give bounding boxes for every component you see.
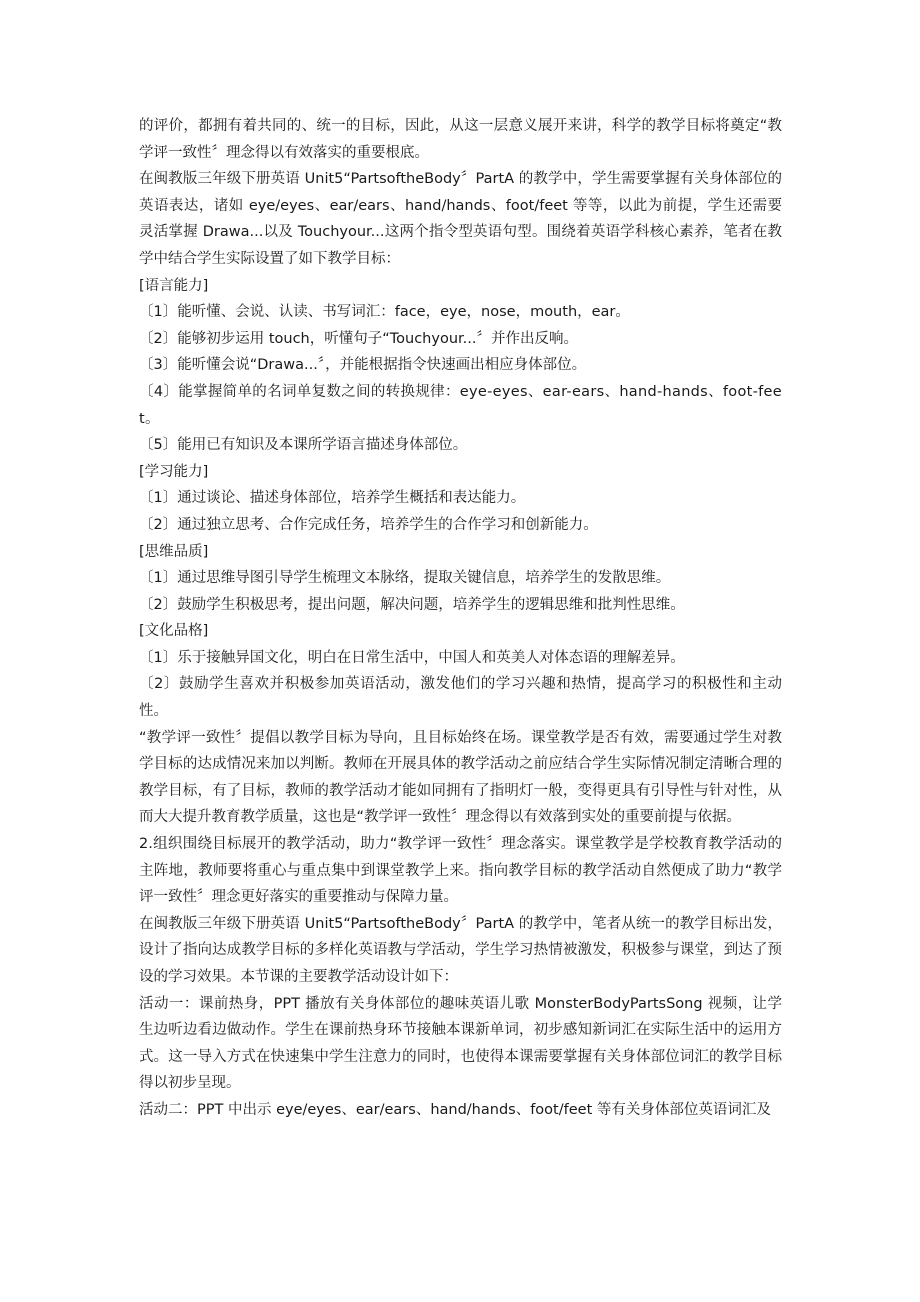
paragraph-activity-2: 活动二：PPT 中出示 eye/eyes、ear/ears、hand/hands、foot/feet 等有关身体部位英语词汇及 — [139, 1101, 771, 1118]
document-page — [139, 113, 782, 1124]
section-heading-learning-ability: [学习能力] — [139, 463, 209, 480]
paragraph-activity-1: 活动一：课前热身，PPT 播放有关身体部位的趣味英语儿歌 MonsterBodyPartsSong 视频，让学生边听边看边做动作。学生在课前热身环节接触本课新单词，初步感知新词汇在实际生活中的运用方式。这一导入方式在快速集中学生注意力的同时，也使得本课需要掌握有关身体部位词汇的教学目标得以初步呈现。 — [139, 995, 782, 1092]
goal-language-2: 〔2〕能够初步运用 touch，听懂句子“Touchyour...〞并作出反响。 — [139, 330, 578, 347]
section-heading-thinking-quality: [思维品质] — [139, 543, 209, 560]
goal-learning-2: 〔2〕通过独立思考、合作完成任务，培养学生的合作学习和创新能力。 — [139, 516, 598, 533]
paragraph-unit5-context: 在闽教版三年级下册英语 Unit5“PartsoftheBody〞PartA 的教学中，学生需要掌握有关身体部位的英语表达，诸如 eye/eyes、ear/ears、hand/hands、foot/feet 等等，以此为前提，学生还需要灵活掌握 Drawa...以及 Touchyour...这两个指令型英语句型。围绕着英语学科核心素养，笔者在教学中结合学生实际设置了如下教学目标： — [139, 171, 782, 267]
paragraph-consistency-principle: “教学评一致性〞提倡以教学目标为导向，且目标始终在场。课堂教学是否有效，需要通过学生对教学目标的达成情况来加以判断。教师在开展具体的教学活动之前应结合学生实际情况制定清晰合理的教学目标，有了目标，教师的教学活动才能如同拥有了指明灯一般，变得更具有引导性与针对性，从而大大提升教育教学质量，这也是“教学评一致性〞理念得以有效落到实处的重要前提与依据。 — [139, 729, 782, 826]
paragraph-intro-continuation: 的评价，都拥有着共同的、统一的目标，因此，从这一层意义展开来讲，科学的教学目标将奠定“教学评一致性〞理念得以有效落实的重要根底。 — [139, 118, 782, 161]
goal-culture-2: 〔2〕鼓励学生喜欢并积极参加英语活动，激发他们的学习兴趣和热情，提高学习的积极性和主动性。 — [139, 676, 782, 720]
paragraph-activities-intro: 在闽教版三年级下册英语 Unit5“PartsoftheBody〞PartA 的教学中，笔者从统一的教学目标出发，设计了指向达成教学目标的多样化英语教与学活动，学生学习热情被激发，积极参与课堂，到达了预设的学习效果。本节课的主要教学活动设计如下： — [139, 915, 782, 985]
goal-learning-1: 〔1〕通过谈论、描述身体部位，培养学生概括和表达能力。 — [139, 490, 526, 507]
goal-language-4: 〔4〕能掌握简单的名词单复数之间的转换规律：eye-eyes、ear-ears、hand-hands、foot-feet。 — [139, 383, 782, 427]
goal-thinking-2: 〔2〕鼓励学生积极思考，提出问题，解决问题，培养学生的逻辑思维和批判性思维。 — [139, 596, 685, 613]
goal-language-5: 〔5〕能用已有知识及本课所学语言描述身体部位。 — [139, 437, 468, 454]
goal-language-1: 〔1〕能听懂、会说、认读、书写词汇：face，eye，nose，mouth，ear。 — [139, 304, 630, 321]
paragraph-section-2: 2.组织围绕目标展开的教学活动，助力“教学评一致性〞理念落实。课堂教学是学校教育教学活动的主阵地，教师要将重心与重点集中到课堂教学上来。指向教学目标的教学活动自然便成了助力“教学评一致性〞理念更好落实的重要推动与保障力量。 — [139, 836, 782, 906]
section-heading-language-ability: [语言能力] — [139, 277, 209, 294]
goal-thinking-1: 〔1〕通过思维导图引导学生梳理文本脉络，提取关键信息，培养学生的发散思维。 — [139, 570, 671, 587]
goal-culture-1: 〔1〕乐于接触异国文化，明白在日常生活中，中国人和英美人对体态语的理解差异。 — [139, 649, 685, 666]
section-heading-cultural-character: [文化品格] — [139, 623, 209, 640]
goal-language-3: 〔3〕能听懂会说“Drawa...〞，并能根据指令快速画出相应身体部位。 — [139, 357, 587, 374]
